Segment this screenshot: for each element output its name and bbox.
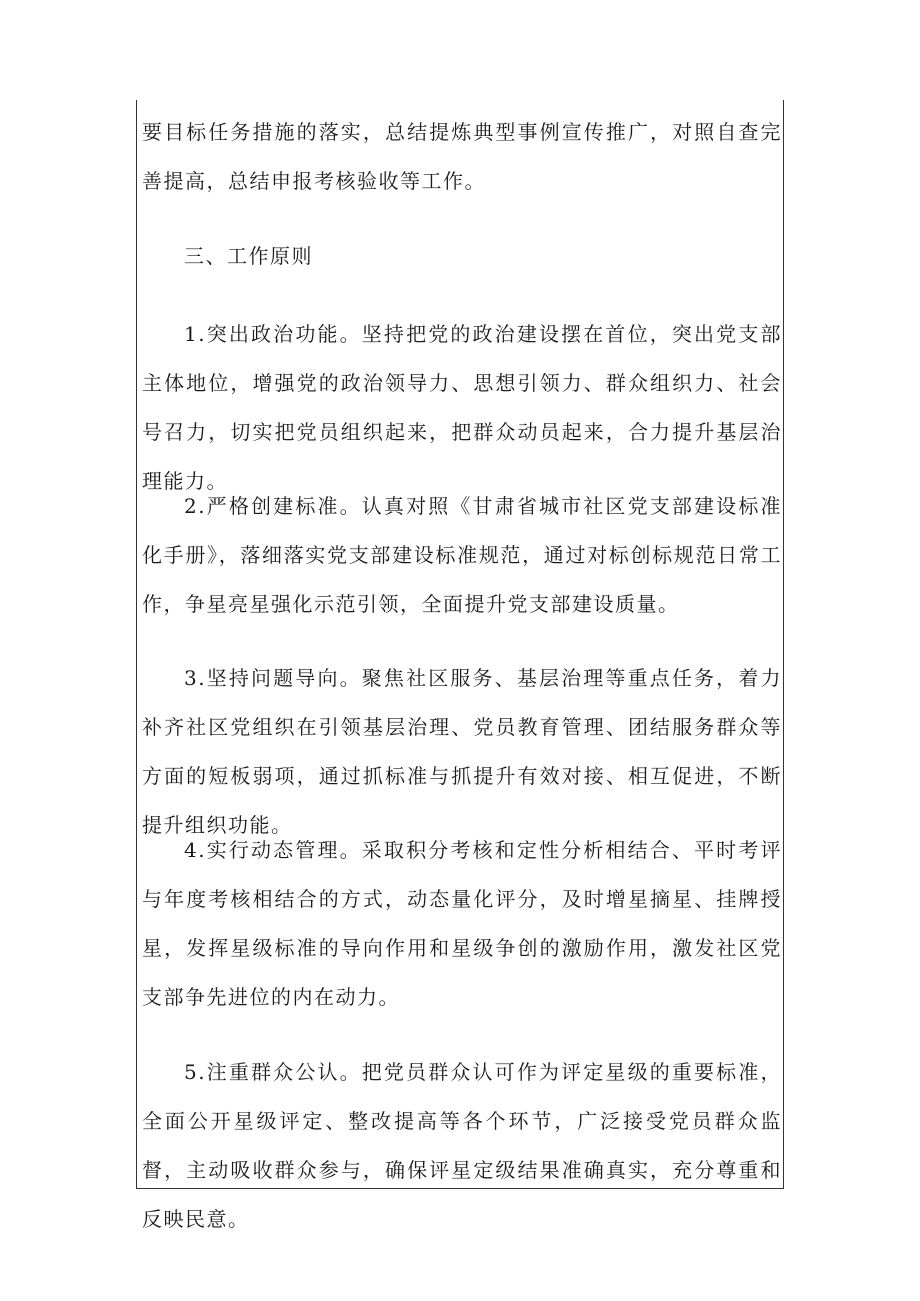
- principle-paragraph-4: 4.实行动态管理。采取积分考核和定性分析相结合、平时考评与年度考核相结合的方式，动态量化评分，及时增星摘星、挂牌授星，发挥星级标准的导向作用和星级争创的激励作用，激发社区党支部争先进位的内在动力。: [142, 838, 782, 1009]
- principle-paragraph-5: 5.注重群众公认。把党员群众认可作为评定星级的重要标准，全面公开星级评定、整改提高等各个环节，广泛接受党员群众监督，主动吸收群众参与，确保评星定级结果准确真实，充分尊重和反映民意。: [142, 1060, 782, 1231]
- section-heading: 三、工作原则: [184, 244, 313, 268]
- principle-paragraph-2: 2.严格创建标准。认真对照《甘肃省城市社区党支部建设标准化手册》，落细落实党支部建设标准规范，通过对标创标规范日常工作，争星亮星强化示范引领，全面提升党支部建设质量。: [142, 494, 782, 616]
- principle-paragraph-1: 1.突出政治功能。坚持把党的政治建设摆在首位，突出党支部主体地位，增强党的政治领导力、思想引领力、群众组织力、社会号召力，切实把党员组织起来，把群众动员起来，合力提升基层治理能力。: [142, 322, 782, 493]
- principle-paragraph-3: 3.坚持问题导向。聚焦社区服务、基层治理等重点任务，着力补齐社区党组织在引领基层治理、党员教育管理、团结服务群众等方面的短板弱项，通过抓标准与抓提升有效对接、相互促进，不断提升组织功能。: [142, 666, 782, 837]
- paragraph-continued: 要目标任务措施的落实，总结提炼典型事例宣传推广，对照自查完善提高，总结申报考核验收等工作。: [142, 120, 782, 193]
